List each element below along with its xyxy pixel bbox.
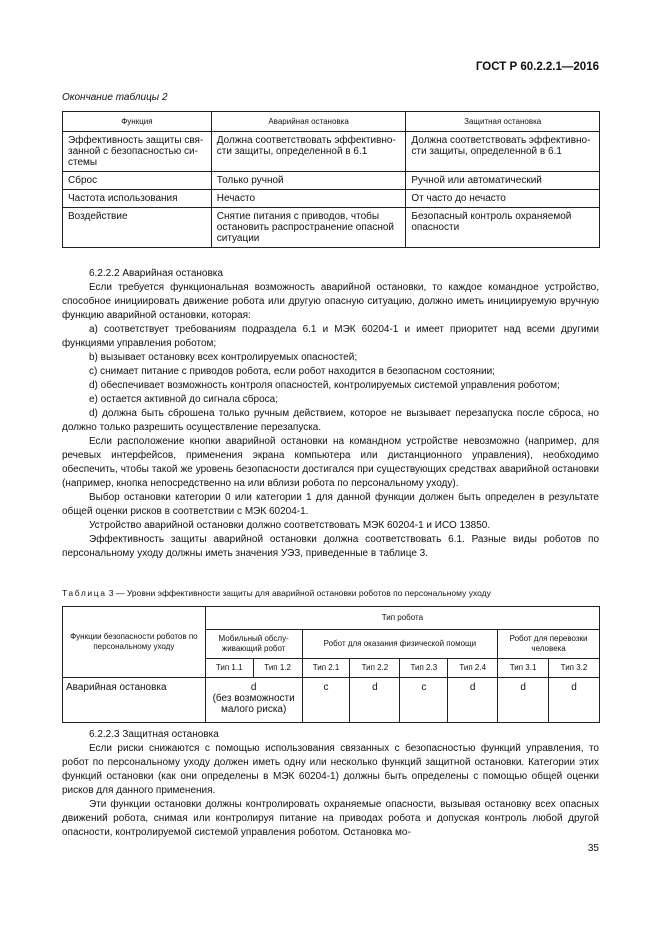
section-protective-stop [62, 728, 599, 840]
table3-function-header: Функции безопасности роботов по персональному уходу [63, 607, 206, 678]
table2-caption: Окончание таблицы 2 [62, 92, 168, 103]
table3-merged-note: (без возможности малого риска) [212, 693, 295, 715]
table2 [62, 111, 600, 248]
table3-merged-cell [205, 678, 302, 723]
paragraph: Если расположение кнопки аварийной остановки на командном устройстве невозможно (например, для речевых интерфейсов, применения экрана компьютера или дистанционного управления), необходимо обеспечить, чтобы такой же уровень безопасности достигался при существующих средствах аварийной остановки (например, кнопка непосредственно на или вблизи робота по персональному уходу). [62, 436, 599, 489]
list-item: c) снимает питание с приводов робота, если робот находится в безопасном состоянии; [89, 366, 495, 377]
table3-type-cell: Тип 1.2 [253, 659, 302, 678]
document-code: ГОСТ Р 60.2.2.1—2016 [475, 61, 599, 73]
table3-caption [62, 588, 491, 598]
table3-row-label: Аварийная остановка [63, 678, 206, 723]
list-item: b) вызывает остановку всех контролируемых опасностей; [89, 352, 358, 363]
page-number: 35 [587, 843, 599, 854]
table3-type-cell: Тип 1.1 [205, 659, 253, 678]
list-item: d) обеспечивает возможность контроля опасностей, контролируемых системой управления роботом; [89, 380, 560, 391]
table-cell: Снятие питания с приводов, чтобы остановить распространение опасной ситуации [211, 208, 406, 248]
table3-type-cell: Тип 2.2 [350, 659, 400, 678]
paragraph: Эти функции остановки должны контролировать охраняемые опасности, вызывая остановку всех опасных движений робота, снимая или контролируя питание на приводах робота и допуская контроль любой другой опасности, контролируемой системой управления роботом. Остановка мо- [62, 799, 599, 838]
table3-type-cell: Тип 2.3 [400, 659, 448, 678]
table-row [63, 190, 600, 208]
paragraph: Если требуется функциональная возможность аварийной остановки, то каждое командное устройство, способное инициировать движение робота или другую опасную ситуацию, должно иметь инициируемую вручную функцию аварийной остановки, которая: [62, 282, 599, 321]
table3-type-header: Тип робота [205, 607, 599, 630]
table3-type-cell: Тип 2.1 [302, 659, 350, 678]
table3-value: d [549, 678, 600, 723]
table3-value: c [400, 678, 448, 723]
table3-header-row [63, 607, 600, 630]
table-row [63, 172, 600, 190]
table3-caption-text: 3 — Уровни эффективности защиты для аварийной остановки роботов по персональному уходу [106, 588, 491, 598]
table-cell: Воздействие [63, 208, 212, 248]
paragraph: Эффективность защиты аварийной остановки должна соответствовать 6.1. Разные виды роботов по персональному уходу должны иметь значения УЭЗ, приведенные в таблице 3. [62, 534, 599, 559]
table2-header: Функция [63, 112, 212, 132]
table3-value: d [498, 678, 549, 723]
table-cell: Частота использования [63, 190, 212, 208]
table-row [63, 208, 600, 248]
table2-header: Аварийная остановка [211, 112, 406, 132]
table3-caption-label: Таблица [62, 588, 107, 598]
table-cell: От часто до нечасто [406, 190, 600, 208]
table-row [63, 678, 600, 723]
table3-value: d [350, 678, 400, 723]
table3-group-header: Мобильный обслуживающий робот [205, 630, 302, 659]
table3-value: d [448, 678, 498, 723]
table3-type-cell: Тип 3.1 [498, 659, 549, 678]
table-cell: Сброс [63, 172, 212, 190]
table-cell: Должна соответствовать эффективности защиты, определенной в 6.1 [406, 132, 600, 172]
table-row [63, 132, 600, 172]
table3-group-header: Робот для перевозки человека [498, 630, 600, 659]
table-cell: Должна соответствовать эффективности защиты, определенной в 6.1 [211, 132, 406, 172]
section-heading: 6.2.2.2 Аварийная остановка [89, 268, 223, 279]
table3-type-cell: Тип 3.2 [549, 659, 600, 678]
table-cell: Безопасный контроль охраняемой опасности [406, 208, 600, 248]
table-cell: Эффективность защиты связанной с безопасностью системы [63, 132, 212, 172]
table2-header: Защитная остановка [406, 112, 600, 132]
table3-merged-value: d [250, 682, 257, 693]
list-item: e) остается активной до сигнала сброса; [89, 394, 278, 405]
table-cell: Нечасто [211, 190, 406, 208]
paragraph: Выбор остановки категории 0 или категории 1 для данной функции должен быть определен в результате общей оценки рисков в соответствии с МЭК 60204-1. [62, 492, 599, 517]
table3-value: c [302, 678, 350, 723]
list-item: d) должна быть сброшена только ручным действием, которое не вызывает перезапуска после сброса, но должно только разрешить осуществление перезапуска. [62, 408, 599, 433]
table3-group-header: Робот для оказания физической помощи [302, 630, 498, 659]
section-heading: 6.2.2.3 Защитная остановка [89, 729, 219, 740]
list-item: a) соответствует требованиям подраздела 6.1 и МЭК 60204-1 и имеет приоритет над всеми другими функциями управления роботом; [62, 324, 599, 349]
paragraph: Если риски снижаются с помощью использования связанных с безопасностью функций управления, то робот по персональному уходу должен иметь одну или несколько функций защитной остановки. Категории этих функций остановки (как они определены в МЭК 60204-1) должны быть определены с помощью общей оценки рисков для данного применения. [62, 743, 599, 796]
section-emergency-stop [62, 267, 599, 561]
table3 [62, 606, 600, 723]
table-cell: Только ручной [211, 172, 406, 190]
paragraph: Устройство аварийной остановки должно соответствовать МЭК 60204-1 и ИСО 13850. [89, 520, 491, 531]
table2-header-row [63, 112, 600, 132]
table3-type-cell: Тип 2.4 [448, 659, 498, 678]
table-cell: Ручной или автоматический [406, 172, 600, 190]
